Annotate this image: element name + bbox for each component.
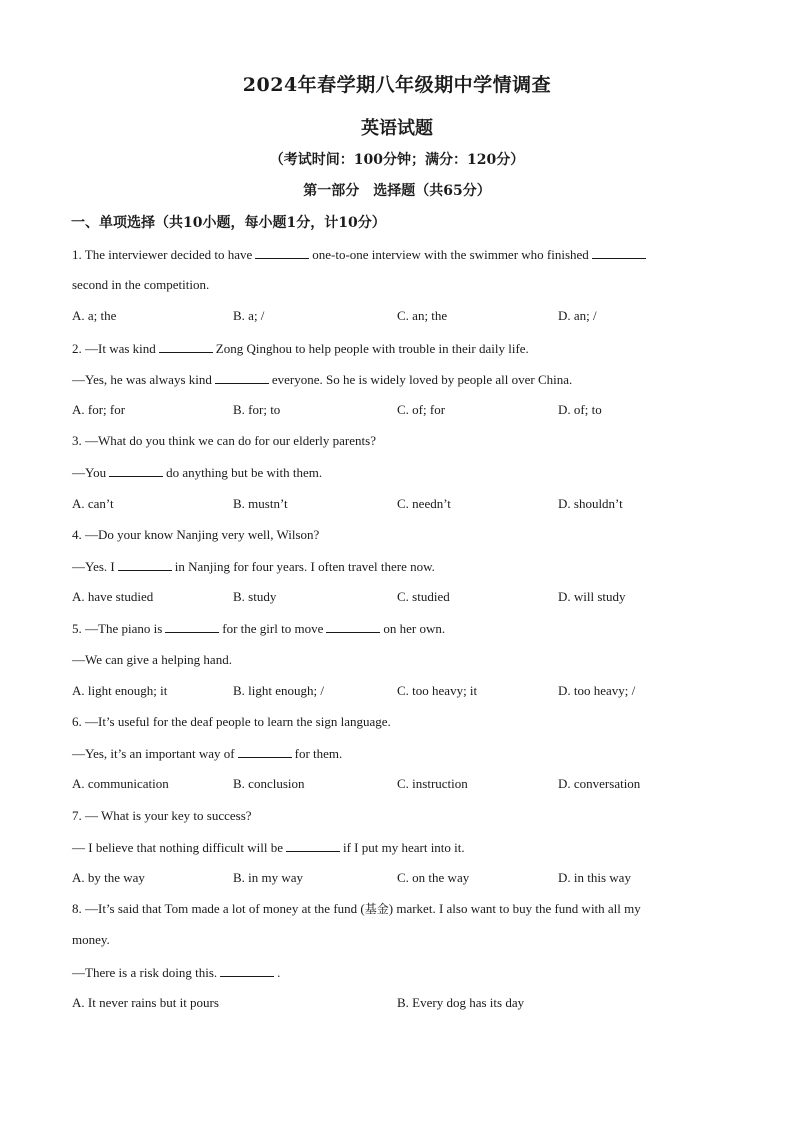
q4-option-d: D. will study	[558, 589, 626, 604]
question-text: one-to-one interview with the swimmer who finished	[312, 247, 589, 262]
question-text: 5. —The piano is	[72, 621, 163, 636]
question-text: Zong Qinghou to help people with trouble in their daily life.	[215, 341, 529, 356]
answer-blank	[326, 620, 380, 633]
question-3-line-1: 3. —What do you think we can do for our elderly parents?	[72, 433, 376, 448]
exam-subject: 英语试题	[361, 118, 433, 139]
q3-option-b: B. mustn’t	[233, 496, 288, 511]
q4-option-a: A. have studied	[72, 589, 154, 604]
question-text: —There is a risk doing this.	[72, 965, 218, 980]
q2-option-a: A. for; for	[72, 402, 126, 417]
question-1-line-2: second in the competition.	[72, 277, 210, 292]
q3-option-d: D. shouldn’t	[558, 496, 623, 511]
question-text: on her own.	[383, 621, 446, 636]
question-text: —Yes, he was always kind	[72, 372, 212, 387]
q6-option-b: B. conclusion	[233, 776, 305, 791]
q1-option-b: B. a; /	[233, 308, 265, 323]
question-3-line-2	[72, 464, 322, 481]
question-text: —You	[72, 465, 107, 480]
q5-option-b: B. light enough; /	[233, 683, 324, 698]
section-heading: 一、单项选择（共10小题，每小题1分，计10分）	[71, 215, 386, 231]
q2-option-c: C. of; for	[397, 402, 446, 417]
question-7-line-2	[72, 839, 465, 856]
q5-option-c: C. too heavy; it	[397, 683, 478, 698]
q4-option-b: B. study	[233, 589, 277, 604]
q8-option-b: B. Every dog has its day	[397, 995, 525, 1010]
question-1-line-1	[72, 246, 649, 263]
question-5-line-1	[72, 620, 445, 637]
q7-option-c: C. on the way	[397, 870, 470, 885]
question-text: — I believe that nothing difficult will be	[72, 840, 283, 855]
answer-blank	[118, 558, 172, 571]
question-text: ) market. I also want to buy the fund with all my	[388, 901, 641, 916]
answer-blank	[592, 246, 646, 259]
answer-blank	[159, 340, 213, 353]
question-6-line-1: 6. —It’s useful for the deaf people to learn the sign language.	[72, 714, 391, 729]
question-text: 2. —It was kind	[72, 341, 156, 356]
question-7-line-1: 7. — What is your key to success?	[72, 808, 252, 823]
q5-option-a: A. light enough; it	[72, 683, 168, 698]
chinese-gloss: 基金	[364, 902, 389, 916]
question-2-line-2	[72, 371, 572, 388]
question-5-line-2: —We can give a helping hand.	[72, 652, 232, 667]
question-text: —Yes, it’s an important way of	[72, 746, 235, 761]
question-4-line-1: 4. —Do your know Nanjing very well, Wilson?	[72, 527, 320, 542]
q8-option-a: A. It never rains but it pours	[72, 995, 219, 1010]
answer-blank	[286, 839, 340, 852]
answer-blank	[165, 620, 219, 633]
question-text: in Nanjing for four years. I often travel there now.	[174, 559, 435, 574]
q6-option-c: C. instruction	[397, 776, 468, 791]
question-8-line-3	[72, 964, 280, 981]
q7-option-d: D. in this way	[558, 870, 631, 885]
q5-option-d: D. too heavy; /	[558, 683, 636, 698]
exam-info: （考试时间：100分钟；满分：120分）	[269, 152, 525, 168]
question-text: for the girl to move	[222, 621, 324, 636]
exam-title: 2024年春学期八年级期中学情调查	[242, 74, 552, 96]
question-text: —Yes. I	[72, 559, 115, 574]
question-2-line-1	[72, 340, 529, 357]
answer-blank	[255, 246, 309, 259]
question-text: for them.	[294, 746, 343, 761]
question-text: .	[277, 965, 281, 980]
answer-blank	[238, 745, 292, 758]
question-text: everyone. So he is widely loved by people all over China.	[271, 372, 573, 387]
q3-option-c: C. needn’t	[397, 496, 451, 511]
question-8-line-1	[72, 901, 641, 917]
question-text: 1. The interviewer decided to have	[72, 247, 253, 262]
answer-blank	[220, 964, 274, 977]
question-text: if I put my heart into it.	[342, 840, 465, 855]
question-8-line-2: money.	[72, 932, 110, 947]
q2-option-b: B. for; to	[233, 402, 281, 417]
question-text: do anything but be with them.	[166, 465, 323, 480]
q4-option-c: C. studied	[397, 589, 450, 604]
answer-blank	[109, 464, 163, 477]
q1-option-a: A. a; the	[72, 308, 117, 323]
q1-option-d: D. an; /	[558, 308, 597, 323]
q6-option-d: D. conversation	[558, 776, 641, 791]
q3-option-a: A. can’t	[72, 496, 114, 511]
q6-option-a: A. communication	[72, 776, 169, 791]
question-4-line-2	[72, 558, 435, 575]
question-6-line-2	[72, 745, 342, 762]
part-heading: 第一部分 选择题（共65分）	[303, 183, 491, 199]
q7-option-b: B. in my way	[233, 870, 304, 885]
question-text: 8. —It’s said that Tom made a lot of money at the fund (	[72, 901, 365, 916]
q1-option-c: C. an; the	[397, 308, 448, 323]
answer-blank	[215, 371, 269, 384]
q2-option-d: D. of; to	[558, 402, 602, 417]
q7-option-a: A. by the way	[72, 870, 145, 885]
